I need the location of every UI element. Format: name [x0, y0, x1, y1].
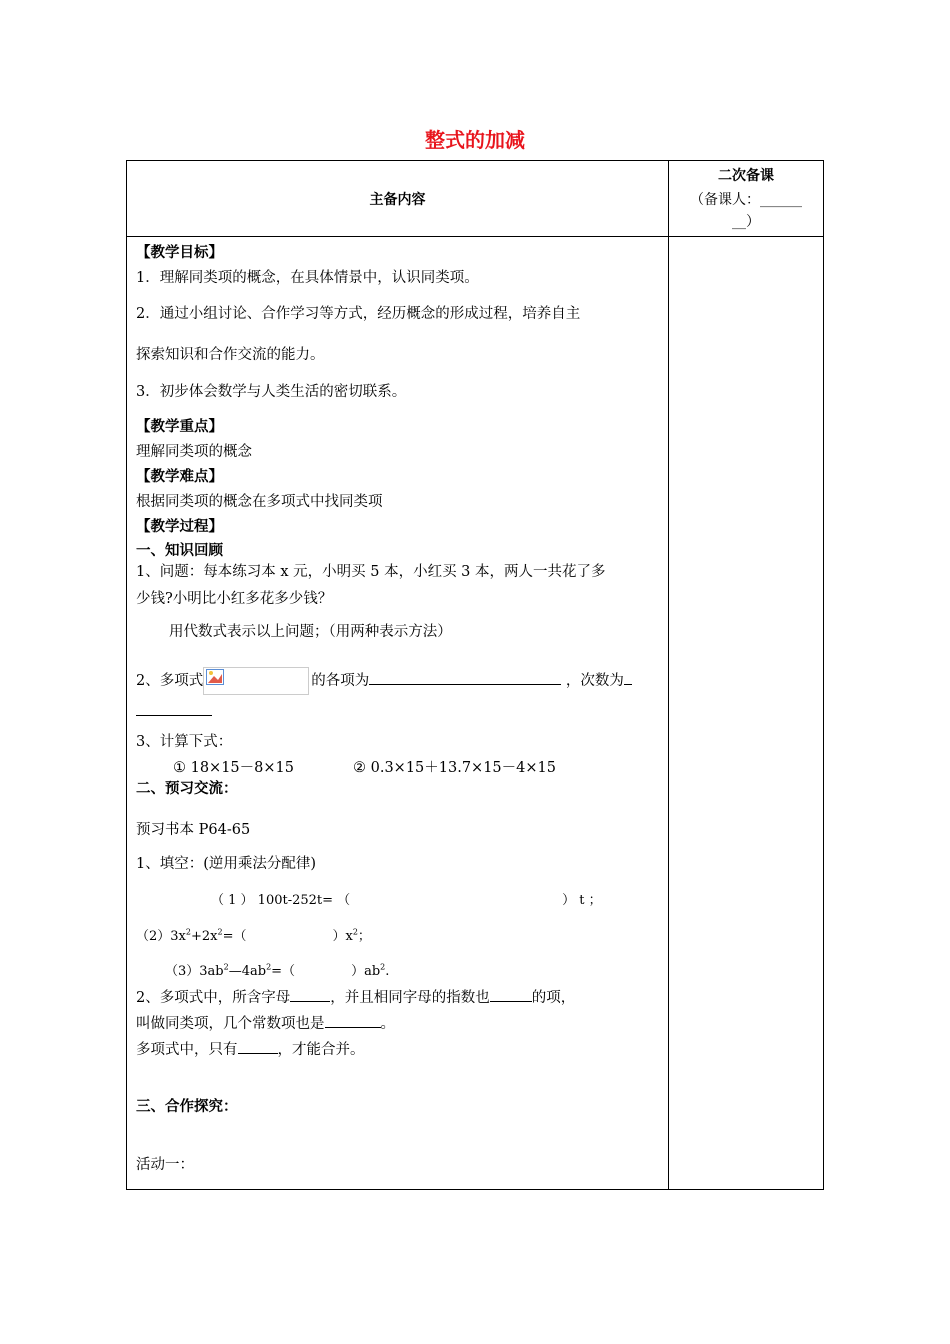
definition-line-1	[136, 985, 575, 1007]
broken-image-icon	[206, 669, 224, 685]
def-3-a: 多项式中，只有	[136, 1042, 238, 1058]
def-2-a: 叫做同类项，几个常数项也是	[136, 1016, 325, 1032]
process-heading: 【教学过程】	[136, 519, 223, 535]
fill-2-sup-1: 2	[185, 927, 191, 937]
document-title: 整式的加减	[425, 128, 525, 152]
fill-2-b: +2x	[190, 929, 218, 944]
section-2-heading: 二、预习交流：	[136, 781, 238, 797]
def-3-b: ，才能合并。	[277, 1042, 365, 1058]
def-2-b: 。	[380, 1016, 395, 1032]
fill-3-b: —4ab	[228, 964, 267, 979]
question-2	[136, 667, 632, 695]
activity-1: 活动一：	[136, 1157, 194, 1173]
preparer-line-2: __）	[732, 214, 760, 230]
fill-1	[211, 889, 602, 908]
constant-blank	[325, 1011, 381, 1028]
fill-1-right: ） t ；	[562, 893, 602, 908]
goal-1: 1．理解同类项的概念，在具体情景中，认识同类项。	[136, 270, 479, 286]
section-3-heading: 三、合作探究：	[136, 1099, 238, 1115]
calc-2: ② 0.3×15＋13.7×15－4×15	[353, 760, 556, 776]
definition-line-2	[136, 1011, 395, 1033]
q2-suffix: ，次数为	[565, 673, 624, 689]
combine-blank	[238, 1037, 278, 1054]
fill-3-a: （3）3ab	[165, 964, 224, 979]
question-1a: 1、问题：每本练习本 x 元，小明买 5 本，小红买 3 本，两人一共花了多	[136, 564, 606, 580]
q2-mid: 的各项为	[311, 673, 370, 689]
difficulty-heading: 【教学难点】	[136, 469, 223, 485]
question-1b: 少钱?小明比小红多花多少钱？	[136, 591, 333, 607]
letters-blank	[290, 985, 330, 1002]
preview-text: 预习书本 P64-65	[136, 822, 251, 838]
key-heading: 【教学重点】	[136, 419, 223, 435]
terms-blank	[369, 668, 561, 685]
calc-1: ① 18×15－8×15	[173, 760, 294, 776]
fill-3-sup-3: 2	[380, 962, 386, 972]
fill-2-d: ）x	[332, 929, 353, 944]
difficulty-text: 根据同类项的概念在多项式中找同类项	[136, 494, 383, 510]
fill-1-left: （ 1 ） 100t-252t= （	[211, 893, 351, 908]
def-1-b: ，并且相同字母的指数也	[330, 990, 490, 1006]
degree-blank	[136, 699, 212, 716]
goal-2b: 探索知识和合作交流的能力。	[136, 347, 325, 363]
fill-2	[136, 925, 371, 944]
section-1-heading: 一、知识回顾	[136, 543, 223, 559]
polynomial-image-placeholder	[203, 667, 309, 695]
question-3: 3、计算下式：	[136, 734, 233, 750]
def-1-c: 的项，	[531, 990, 576, 1006]
preparer-label	[669, 189, 823, 233]
fill-2-sup-3: 2	[352, 927, 358, 937]
exponent-blank	[490, 985, 532, 1002]
preparer-line-1: （备课人：______	[690, 192, 802, 208]
secondary-prep-header	[669, 161, 824, 237]
fill-2-c: =（	[222, 929, 247, 944]
fill-3-c: =（	[271, 964, 296, 979]
main-content-header: 主备内容	[127, 161, 669, 237]
question-1c: 用代数式表示以上问题；（用两种表示方法）	[169, 624, 452, 640]
degree-blank-start	[624, 668, 632, 685]
lesson-plan-table	[126, 160, 824, 1190]
secondary-prep-title: 二次备课	[718, 168, 774, 184]
fill-3-sup-1: 2	[223, 962, 229, 972]
fill-3-d: ）ab	[351, 964, 381, 979]
fill-heading: 1、填空：(逆用乘法分配律)	[136, 856, 317, 872]
fill-3-e: .	[385, 964, 390, 979]
fill-2-a: （2）3x	[136, 929, 186, 944]
key-text: 理解同类项的概念	[136, 444, 252, 460]
definition-line-3	[136, 1037, 365, 1059]
def-1-a: 2、多项式中，所含字母	[136, 990, 291, 1006]
goals-heading: 【教学目标】	[136, 245, 223, 261]
fill-2-e: ；	[357, 929, 371, 944]
q2-prefix: 2、多项式	[136, 673, 204, 689]
fill-3-sup-2: 2	[266, 962, 272, 972]
secondary-prep-cell	[669, 237, 824, 1190]
main-content-cell	[127, 237, 669, 1190]
degree-blank-line	[136, 699, 212, 720]
goal-2a: 2．通过小组讨论、合作学习等方式，经历概念的形成过程，培养自主	[136, 306, 581, 322]
goal-3: 3．初步体会数学与人类生活的密切联系。	[136, 384, 407, 400]
fill-3	[165, 960, 389, 979]
fill-2-sup-2: 2	[217, 927, 223, 937]
